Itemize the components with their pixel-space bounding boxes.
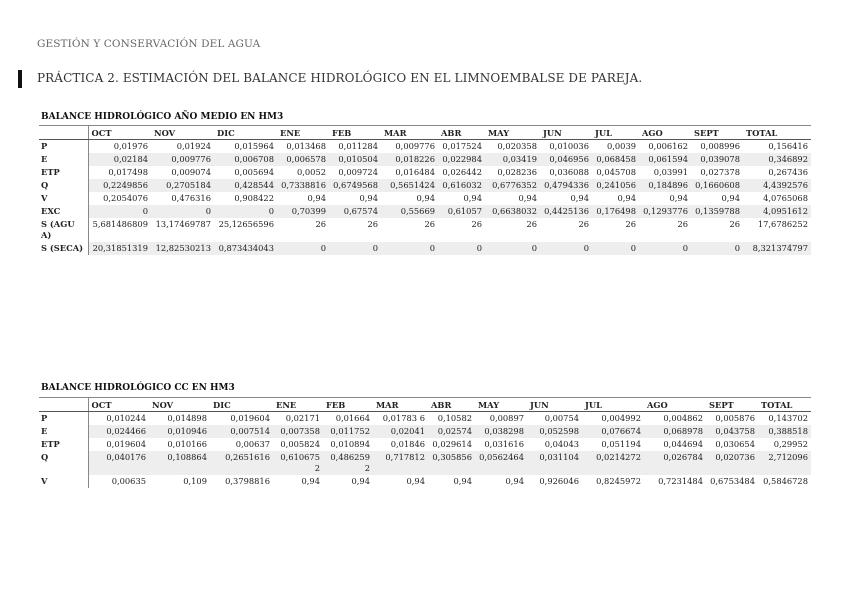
- table-cell: 0,008996: [700, 141, 740, 151]
- table-row: [39, 205, 811, 218]
- table-cell: 0,1359788: [691, 205, 743, 218]
- table-row: [39, 475, 811, 488]
- table-cell: 0,051194: [601, 439, 641, 449]
- table-cell: 26: [578, 219, 589, 229]
- row-label: V: [39, 475, 88, 488]
- column-header: NOV: [151, 126, 214, 140]
- table-cell: 0,109: [183, 476, 207, 486]
- table-cell: 0,873434043: [214, 242, 277, 255]
- table-cell: 0,6749568: [329, 179, 381, 192]
- column-header: ABR: [428, 398, 475, 412]
- table-cell: 0,045708: [596, 167, 636, 177]
- table-cell: 0,031104: [527, 451, 582, 475]
- table-cell: 0,019604: [106, 439, 146, 449]
- table-cell: 0,94: [617, 193, 636, 203]
- table-cell: 0,428544: [214, 179, 277, 192]
- table-cell: 0,94: [359, 193, 378, 203]
- table-cell: 26: [526, 219, 537, 229]
- row-label: S (SECA): [39, 242, 88, 255]
- table-cell: 5,681486809: [92, 219, 148, 229]
- row-label: P: [39, 412, 88, 426]
- row-label: EXC: [39, 205, 88, 218]
- table-cell: 0,010504: [329, 153, 381, 166]
- table-row: [39, 451, 811, 475]
- table-cell: 0,0052: [296, 167, 326, 177]
- table-cell: 0: [214, 205, 277, 218]
- table-cell: 0,4794336: [540, 179, 592, 192]
- column-header: SEPT: [691, 126, 743, 140]
- table-cell: 0,6753484: [710, 476, 755, 486]
- column-header: FEB: [329, 126, 381, 140]
- table-cell: 0,011752: [323, 425, 373, 438]
- table-cell: 17,6786252: [757, 219, 808, 229]
- column-header: FEB: [323, 398, 373, 412]
- table-cell: 0,0214272: [582, 451, 644, 475]
- table-cell: 0,1660608: [691, 179, 743, 192]
- table-row: [39, 218, 811, 242]
- row-label: P: [39, 140, 88, 154]
- table-cell: 0,013468: [286, 141, 326, 151]
- table-cell: 0,024466: [88, 425, 149, 438]
- table-row: [39, 153, 811, 166]
- table2-header-row: [39, 398, 811, 412]
- table-cell: 0,031616: [484, 439, 524, 449]
- column-header: MAY: [475, 398, 527, 412]
- table-cell: 0,6638032: [485, 205, 540, 218]
- row-label: S (AGUA): [39, 218, 88, 242]
- table-row: [39, 140, 811, 154]
- table-cell: 8,321374797: [743, 242, 811, 255]
- table-cell: 0,94: [416, 193, 435, 203]
- table-cell: 0,5651424: [381, 179, 438, 192]
- table-cell: 0: [381, 242, 438, 255]
- table-cell: 26: [729, 219, 740, 229]
- table-cell: 0,2651616: [210, 451, 273, 475]
- table-cell: 0,068978: [644, 425, 706, 438]
- table-cell: 0,94: [307, 193, 326, 203]
- table-cell: 4,0951612: [743, 205, 811, 218]
- table-cell: 0,006578: [277, 153, 329, 166]
- table-cell: 0,2249856: [88, 179, 151, 192]
- table-cell: 0,044694: [663, 439, 703, 449]
- table-cell: 0,017524: [442, 141, 482, 151]
- column-header: SEPT: [706, 398, 758, 412]
- table-cell: 0,028236: [497, 167, 537, 177]
- table-cell: 13,17469787: [155, 219, 211, 229]
- table-cell: 0,004862: [663, 413, 703, 423]
- column-header: ENE: [277, 126, 329, 140]
- table-cell: 26: [471, 219, 482, 229]
- table-cell: 26: [315, 219, 326, 229]
- table-cell: 0,00635: [111, 476, 146, 486]
- table-cell: 0,010036: [549, 141, 589, 151]
- table-cell: 0: [540, 242, 592, 255]
- table-cell: 0,94: [721, 193, 740, 203]
- table-row: [39, 438, 811, 451]
- table-cell: 0,908422: [234, 193, 274, 203]
- column-header: AGO: [639, 126, 691, 140]
- table-cell: 0,143702: [768, 413, 808, 423]
- table-cell: 0,027378: [700, 167, 740, 177]
- table-cell: 0,04043: [544, 439, 579, 449]
- table-cell: 0,01976: [113, 141, 148, 151]
- table-cell: 0,036088: [549, 167, 589, 177]
- table-cell: 0,068458: [592, 153, 639, 166]
- table-cell: 0,0039: [606, 141, 636, 151]
- table-cell: 0,076674: [582, 425, 644, 438]
- table-cell: 0,6776352: [485, 179, 540, 192]
- table-cell: 26: [677, 219, 688, 229]
- table-cell: 0,5846728: [763, 476, 808, 486]
- table-cell: 0,005824: [280, 439, 320, 449]
- page-title: PRÁCTICA 2. ESTIMACIÓN DEL BALANCE HIDROLÓGICO EN EL LIMNOEMBALSE DE PAREJA.: [37, 71, 643, 85]
- table-row: [39, 179, 811, 192]
- table-cell: 26: [367, 219, 378, 229]
- table-cell: 0,010946: [149, 425, 210, 438]
- table-cell: 0,017498: [108, 167, 148, 177]
- table-cell: 0,01664: [335, 413, 370, 423]
- table-cell: 0,61057: [438, 205, 485, 218]
- table-cell: 0,029614: [432, 439, 472, 449]
- table-cell: 0,009776: [395, 141, 435, 151]
- table-cell: 0: [639, 242, 691, 255]
- row-label: V: [39, 192, 88, 205]
- table-cell: 0,010244: [106, 413, 146, 423]
- table-cell: 0,94: [406, 476, 425, 486]
- column-header: MAY: [485, 126, 540, 140]
- table-cell: 0,0562464: [475, 451, 527, 475]
- table-cell: 0,94: [518, 193, 537, 203]
- table-cell: 0,2705184: [151, 179, 214, 192]
- column-header: TOTAL: [743, 126, 811, 140]
- table-cell: 0,10582: [437, 413, 472, 423]
- table-cell: 0,29952: [773, 439, 808, 449]
- table-cell: 0,009724: [338, 167, 378, 177]
- table-cell: 0,020736: [706, 451, 758, 475]
- table-cell: 0,02184: [88, 153, 151, 166]
- table-cell: 0: [592, 242, 639, 255]
- table-cell: 0,2054076: [103, 193, 148, 203]
- table-cell: 0,030654: [715, 439, 755, 449]
- table-cell: 0,00637: [235, 439, 270, 449]
- table-cell: 2,712096: [758, 451, 811, 475]
- column-header: DIC: [214, 126, 277, 140]
- table-cell: 0,94: [351, 476, 370, 486]
- table-cell: 0,4862592: [323, 451, 373, 475]
- table-cell: 0: [691, 242, 743, 255]
- table-cell: 20,31851319: [88, 242, 151, 255]
- table-cell: 0,94: [453, 476, 472, 486]
- column-header: MAR: [373, 398, 428, 412]
- table-cell: 0,00754: [544, 413, 579, 423]
- table-cell: 0,014898: [167, 413, 207, 423]
- table-cell: 0,305856: [428, 451, 475, 475]
- document-header: GESTIÓN Y CONSERVACIÓN DEL AGUA: [37, 38, 261, 50]
- table-cell: 0,020358: [497, 141, 537, 151]
- table-cell: 0,3798816: [225, 476, 270, 486]
- table-cell: 0,02574: [428, 425, 475, 438]
- table-cell: 0,926046: [539, 476, 579, 486]
- table-cell: 0,019604: [230, 413, 270, 423]
- column-header: AGO: [644, 398, 706, 412]
- column-header: TOTAL: [758, 398, 811, 412]
- table-row: [39, 192, 811, 205]
- table-cell: 0,476316: [171, 193, 211, 203]
- row-label: ETP: [39, 166, 88, 179]
- table-cell: 0,7231484: [658, 476, 703, 486]
- table-cell: 0: [438, 242, 485, 255]
- table1-title: BALANCE HIDROLÓGICO AÑO MEDIO EN HM3: [41, 112, 284, 122]
- row-label: Q: [39, 179, 88, 192]
- row-label: E: [39, 425, 88, 438]
- table-cell: 0: [485, 242, 540, 255]
- table-cell: 0,009074: [171, 167, 211, 177]
- table-cell: 0,8245972: [596, 476, 641, 486]
- column-header: JUL: [582, 398, 644, 412]
- column-header: MAR: [381, 126, 438, 140]
- table-cell: 0,038298: [475, 425, 527, 438]
- table-cell: 0,01846: [390, 439, 425, 449]
- table-cell: 0,026784: [644, 451, 706, 475]
- column-header: JUL: [592, 126, 639, 140]
- table-cell: 0,94: [505, 476, 524, 486]
- column-header: OCT: [88, 126, 151, 140]
- table-cell: 0,005876: [715, 413, 755, 423]
- table-row: [39, 425, 811, 438]
- table-cell: 0,009776: [151, 153, 214, 166]
- table-cell: 0,108864: [149, 451, 210, 475]
- table-row: [39, 412, 811, 426]
- table-cell: 0,004992: [601, 413, 641, 423]
- table-cell: 0: [277, 242, 329, 255]
- table-cell: 0,010166: [167, 439, 207, 449]
- table-cell: 0,03419: [485, 153, 540, 166]
- table-cell: 0,005694: [234, 167, 274, 177]
- table-cell: 0,267436: [768, 167, 808, 177]
- table-cell: 0,022984: [438, 153, 485, 166]
- table-cell: 0,040176: [88, 451, 149, 475]
- column-header: JUN: [540, 126, 592, 140]
- table-cell: 26: [625, 219, 636, 229]
- table-cell: 0,184896: [639, 179, 691, 192]
- table-cell: 0,176498: [592, 205, 639, 218]
- table-cell: 12,82530213: [151, 242, 214, 255]
- table-cell: 0,70399: [277, 205, 329, 218]
- table-cell: 0,55669: [381, 205, 438, 218]
- table-cell: 0,026442: [442, 167, 482, 177]
- table-cell: 0,241056: [592, 179, 639, 192]
- table-cell: 4,4392576: [743, 179, 811, 192]
- table-cell: 0,007358: [273, 425, 323, 438]
- table-cell: 0: [151, 205, 214, 218]
- table-row: [39, 242, 811, 255]
- table-cell: 0,388518: [758, 425, 811, 438]
- row-label: Q: [39, 451, 88, 475]
- table-cell: 0: [88, 205, 151, 218]
- table-cell: 0,01924: [176, 141, 211, 151]
- table-cell: 0,010894: [330, 439, 370, 449]
- corner-header: [39, 126, 88, 140]
- table-cell: 4,0765068: [763, 193, 808, 203]
- table-cell: 0,03991: [653, 167, 688, 177]
- table-cell: 0,016484: [395, 167, 435, 177]
- balance-table-cc: [39, 397, 811, 488]
- column-header: ABR: [438, 126, 485, 140]
- table-cell: 0,67574: [329, 205, 381, 218]
- column-header: OCT: [88, 398, 149, 412]
- table-cell: 0,011284: [338, 141, 378, 151]
- table-cell: 0,4425136: [540, 205, 592, 218]
- table1-header-row: [39, 126, 811, 140]
- table-cell: 0,6106752: [273, 451, 323, 475]
- table-cell: 0,052598: [527, 425, 582, 438]
- table-cell: 0,94: [301, 476, 320, 486]
- table-cell: 0,1293776: [639, 205, 691, 218]
- table-cell: 0,015964: [234, 141, 274, 151]
- table-cell: 0,02171: [285, 413, 320, 423]
- table-cell: 0,006162: [648, 141, 688, 151]
- table-cell: 0,156416: [768, 141, 808, 151]
- table-cell: 25,12656596: [218, 219, 274, 229]
- table-cell: 0: [329, 242, 381, 255]
- column-header: NOV: [149, 398, 210, 412]
- table-cell: 0,717812: [373, 451, 428, 475]
- table-cell: 0,018226: [381, 153, 438, 166]
- table-cell: 26: [424, 219, 435, 229]
- table-cell: 0,006708: [214, 153, 277, 166]
- row-label: ETP: [39, 438, 88, 451]
- title-marker: [18, 70, 22, 88]
- row-label: E: [39, 153, 88, 166]
- corner-header: [39, 398, 88, 412]
- table-cell: 0,046956: [540, 153, 592, 166]
- table-cell: 0,007514: [210, 425, 273, 438]
- table-cell: 0,01783 6: [382, 413, 425, 423]
- table-cell: 0,346892: [743, 153, 811, 166]
- column-header: DIC: [210, 398, 273, 412]
- table-cell: 0,94: [570, 193, 589, 203]
- table-cell: 0,039078: [691, 153, 743, 166]
- table-cell: 0,043758: [706, 425, 758, 438]
- table2-title: BALANCE HIDROLÓGICO CC EN HM3: [41, 383, 235, 393]
- table-row: [39, 166, 811, 179]
- column-header: ENE: [273, 398, 323, 412]
- table-cell: 0,00897: [489, 413, 524, 423]
- table-cell: 0,94: [669, 193, 688, 203]
- table-cell: 0,94: [463, 193, 482, 203]
- table-cell: 0,7338816: [277, 179, 329, 192]
- column-header: JUN: [527, 398, 582, 412]
- table-cell: 0,061594: [639, 153, 691, 166]
- table-cell: 0,616032: [438, 179, 485, 192]
- table-cell: 0,02041: [373, 425, 428, 438]
- balance-table-medio: [39, 125, 811, 255]
